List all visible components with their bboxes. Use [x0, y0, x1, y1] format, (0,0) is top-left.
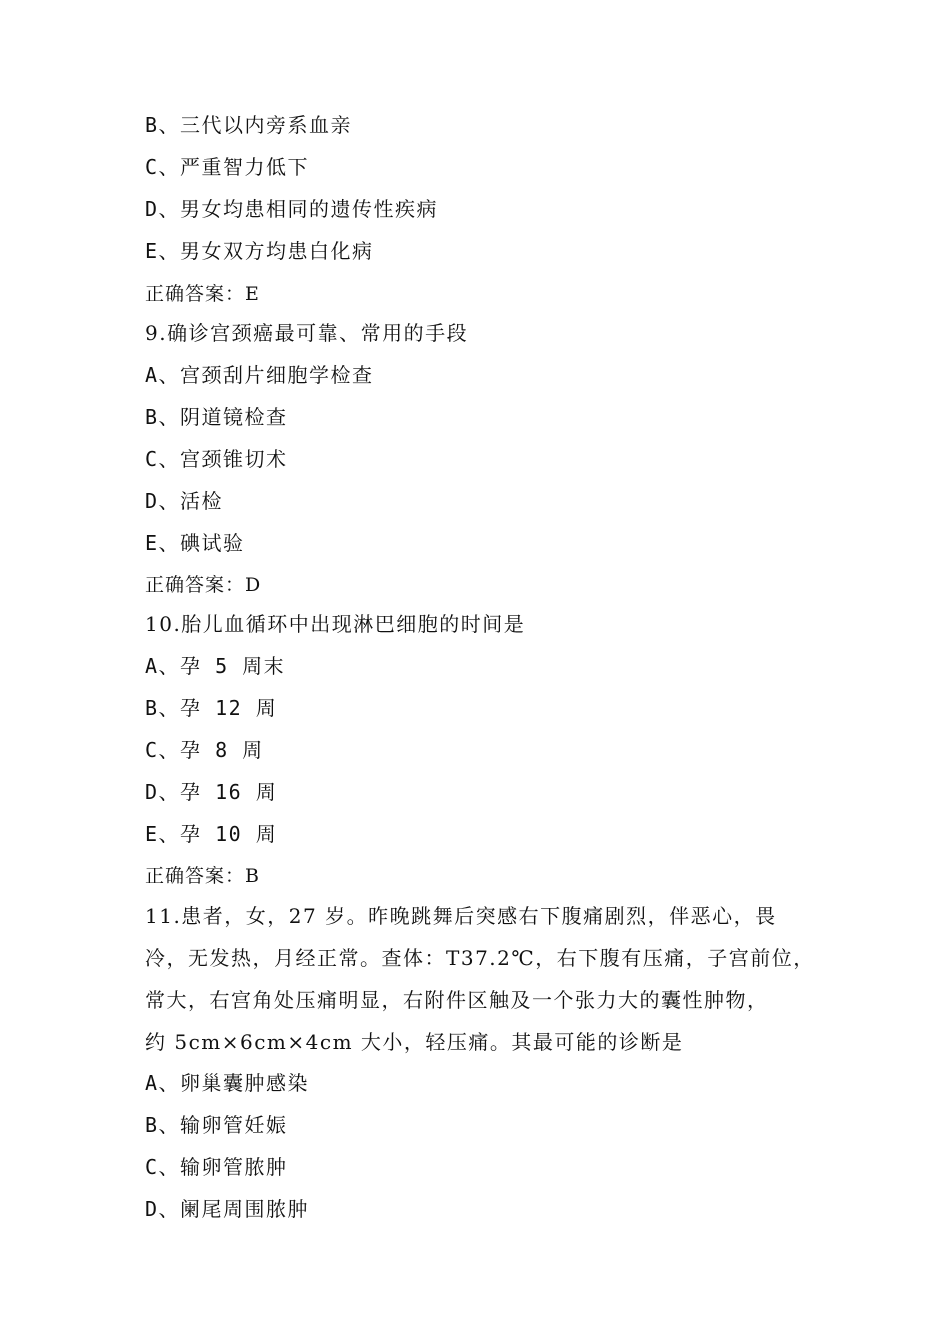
- q9-answer: 正确答案：D: [145, 574, 262, 596]
- q8-option-d: D、男女均患相同的遗传性疾病: [145, 197, 439, 221]
- q10-option-d: D、孕 16 周: [145, 780, 278, 804]
- q11-option-b: B、输卵管妊娠: [145, 1113, 288, 1137]
- q11-option-a: A、卵巢囊肿感染: [145, 1071, 310, 1095]
- q11-option-d: D、阑尾周围脓肿: [145, 1197, 310, 1221]
- q9-option-c: C、宫颈锥切术: [145, 447, 288, 471]
- q9-option-d: D、活检: [145, 489, 224, 513]
- q11-option-c: C、输卵管脓肿: [145, 1155, 288, 1179]
- q8-option-c: C、严重智力低下: [145, 155, 310, 179]
- q9-question: 9.确诊宫颈癌最可靠、常用的手段: [145, 321, 469, 345]
- q10-option-e: E、孕 10 周: [145, 822, 278, 846]
- q10-option-a: A、孕 5 周末: [145, 654, 286, 678]
- q9-option-e: E、碘试验: [145, 531, 245, 555]
- q10-question: 10.胎儿血循环中出现淋巴细胞的时间是: [145, 612, 526, 636]
- q11-question-line-3: 常大，右宫角处压痛明显，右附件区触及一个张力大的囊性肿物，: [145, 988, 769, 1012]
- q9-option-b: B、阴道镜检查: [145, 405, 288, 429]
- q9-option-a: A、宫颈刮片细胞学检查: [145, 363, 374, 387]
- q11-question-line-1: 11.患者，女，27 岁。昨晚跳舞后突感右下腹痛剧烈，伴恶心，畏: [145, 904, 777, 928]
- q8-option-e: E、男女双方均患白化病: [145, 239, 374, 263]
- q8-option-b: B、三代以内旁系血亲: [145, 113, 353, 137]
- q11-question-line-4: 约 5cm×6cm×4cm 大小，轻压痛。其最可能的诊断是: [145, 1030, 684, 1054]
- q10-option-b: B、孕 12 周: [145, 696, 278, 720]
- q10-option-c: C、孕 8 周: [145, 738, 264, 762]
- q8-answer: 正确答案：E: [145, 283, 260, 305]
- q10-answer: 正确答案：B: [145, 865, 260, 887]
- q11-question-line-2: 冷，无发热，月经正常。查体：T37.2℃，右下腹有压痛，子宫前位，: [145, 946, 815, 970]
